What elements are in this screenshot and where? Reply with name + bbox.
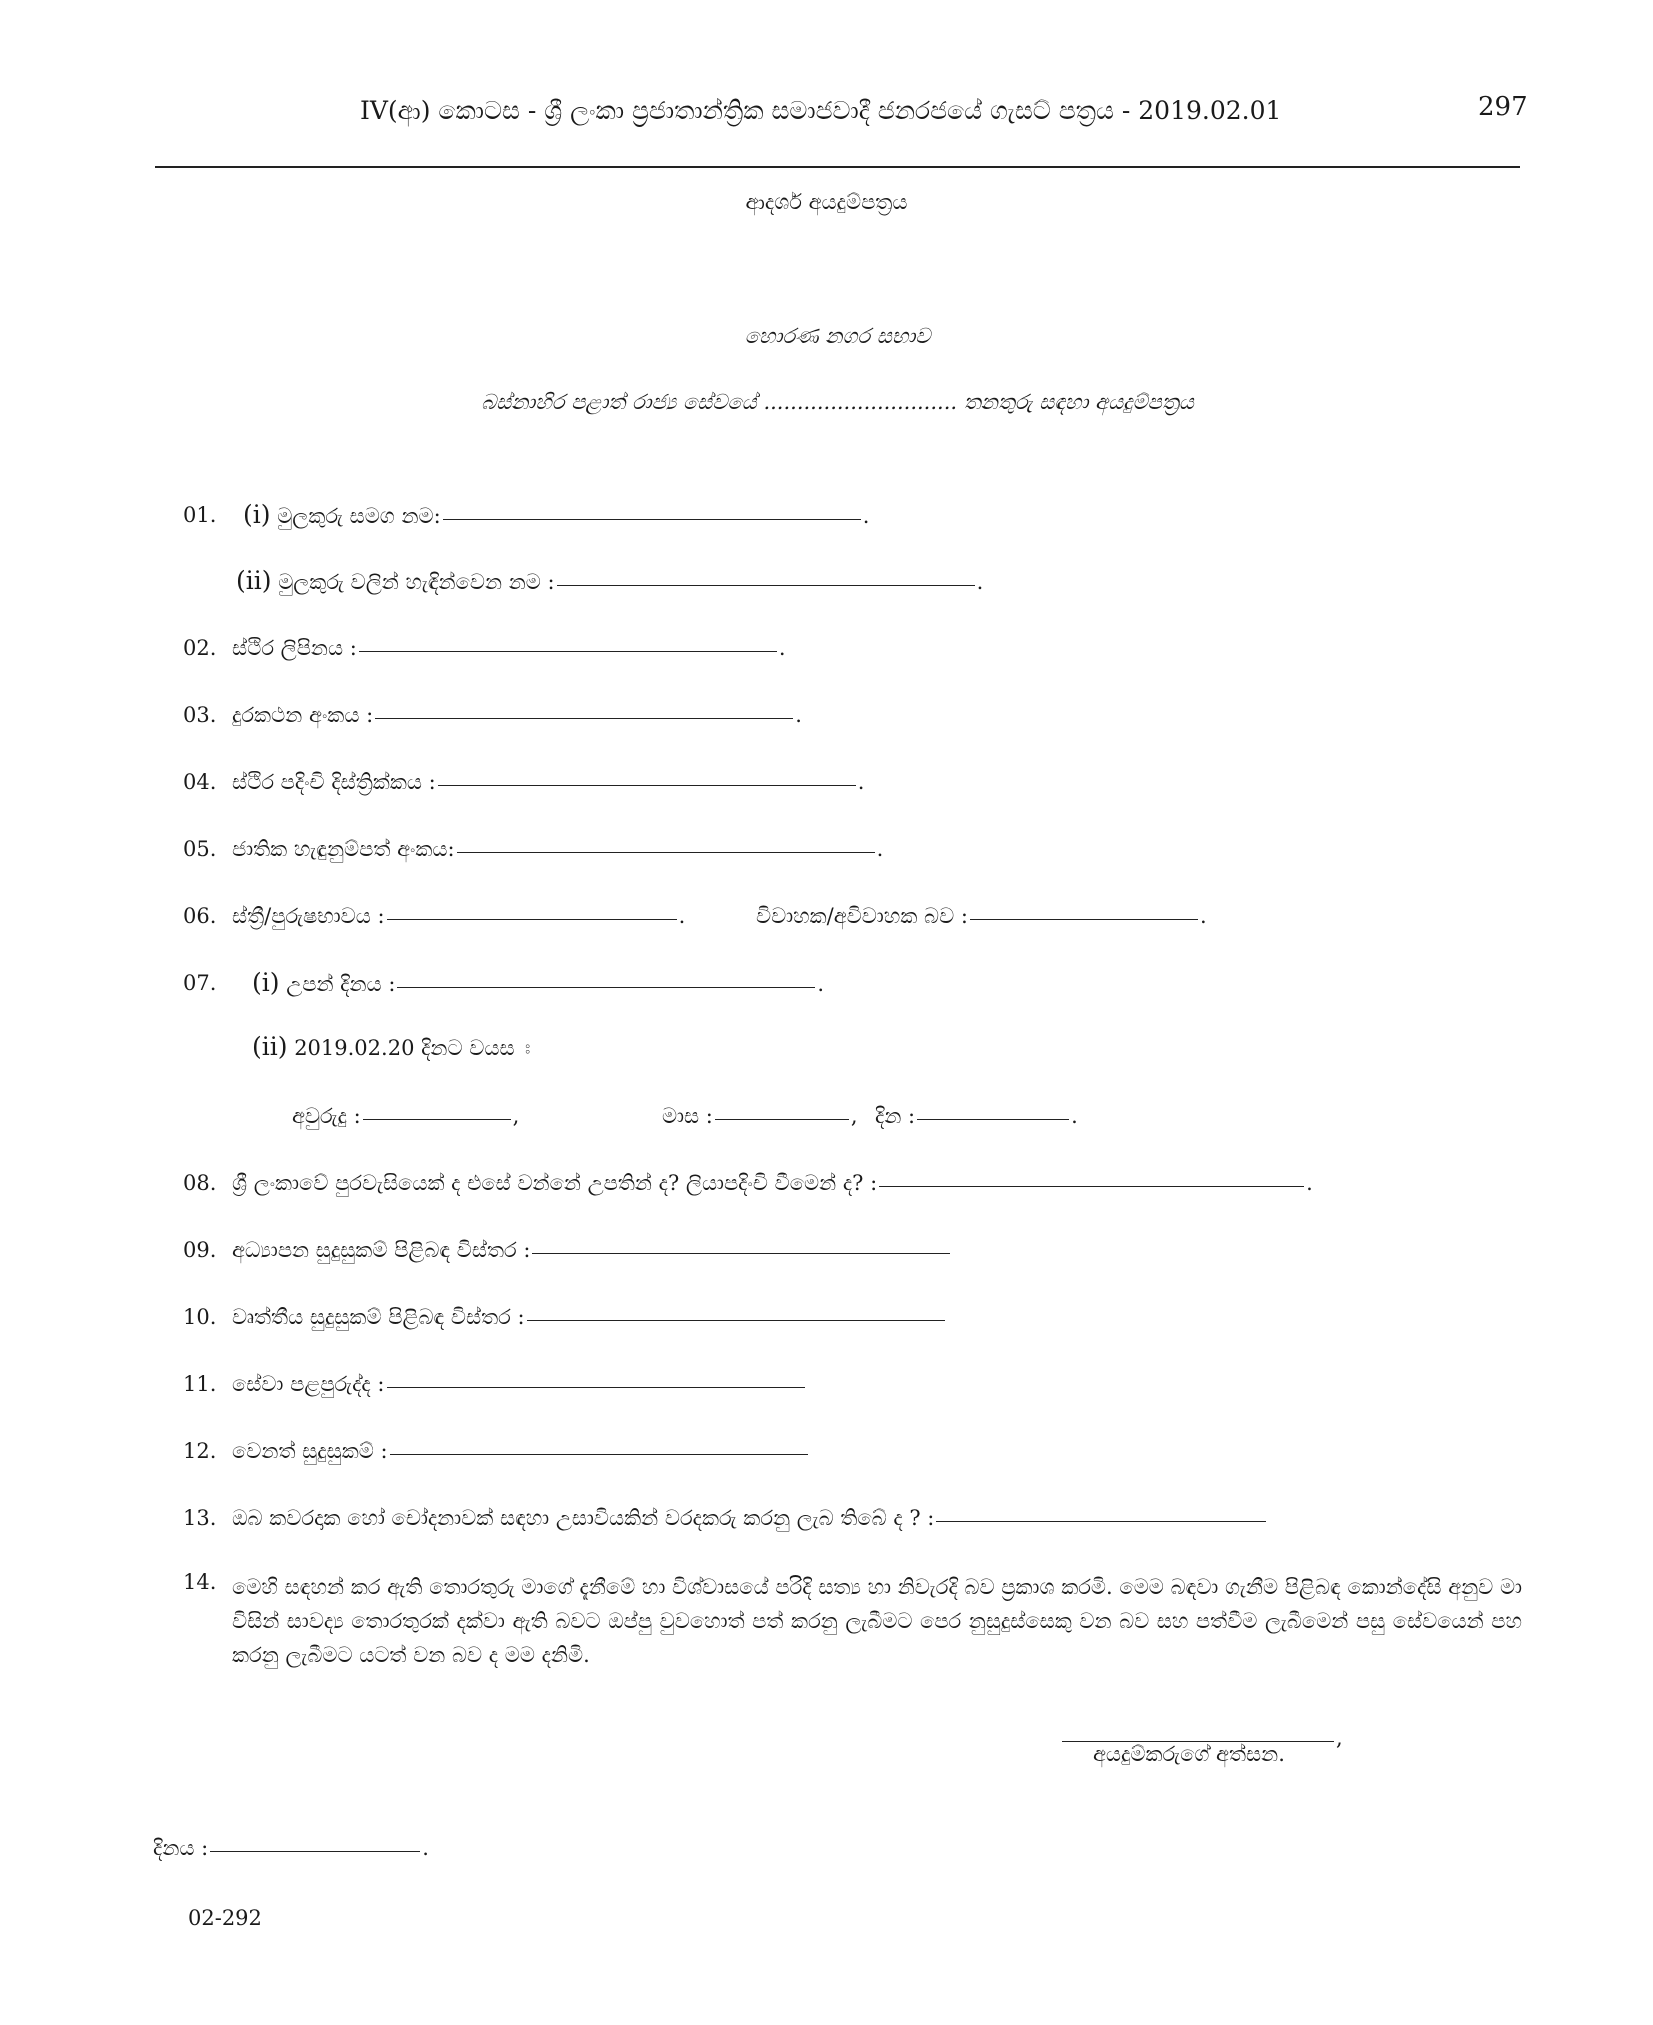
form-row-03 — [232, 703, 802, 728]
age-months-field[interactable] — [715, 1119, 849, 1120]
age-years-comma: , — [512, 1104, 520, 1128]
age-years-label: අවුරුදු : — [292, 1104, 361, 1128]
item-04-period: . — [857, 770, 865, 794]
citizenship-field[interactable] — [879, 1186, 1304, 1187]
item-05-period: . — [876, 837, 884, 861]
telephone-number-field[interactable] — [375, 718, 793, 719]
item-01-ii-roman: (ii) — [236, 566, 272, 595]
other-qualifications-field[interactable] — [390, 1454, 808, 1455]
item-07-roman: (i) — [252, 968, 280, 997]
item-07-ii-roman: (ii) — [252, 1032, 288, 1061]
signature-label: අයදුම්කරුගේ අත්සන. — [1093, 1742, 1285, 1766]
form-row-07-ii — [252, 1032, 530, 1061]
age-years-field[interactable] — [363, 1119, 511, 1120]
item-06-period2: . — [1199, 904, 1207, 928]
item-03-period: . — [795, 703, 802, 727]
form-row-06 — [232, 904, 685, 929]
permanent-address-field[interactable] — [359, 651, 777, 652]
item-02-number: 02. — [183, 636, 217, 660]
form-subtitle: බස්නාහිර පළාත් රාජ්‍ය සේවයේ ............................. තනතුරු සඳහා අයදුම්පත්‍රය — [481, 390, 1194, 414]
form-row-02 — [232, 636, 786, 661]
age-days-row — [875, 1104, 1078, 1129]
item-01-label: මුලකුරු සමග නම: — [277, 504, 441, 528]
item-05-label: ජාතික හැඳුනුම්පත් අංකය: — [232, 837, 455, 861]
date-of-birth-field[interactable] — [397, 987, 815, 988]
item-08-period: . — [1306, 1171, 1313, 1195]
age-days-label: දින : — [875, 1104, 916, 1128]
convictions-field[interactable] — [936, 1521, 1266, 1522]
notice-code: 02-292 — [188, 1906, 262, 1930]
item-11-label: සේවා පළපුරුද්ද : — [232, 1372, 385, 1396]
form-row-01-i — [243, 500, 869, 529]
declaration-paragraph: මෙහි සඳහන් කර ඇති තොරතුරු මාගේ දැනීමේ හා විශ්වාසයේ පරිදි සත්‍ය හා නිවැරදි බව ප්‍රකාශ කරමි. මෙම බඳවා ගැනීම පිළිබඳ කොන්දේසි අනුව මා විසින් සාවද්‍ය තොරතුරක් දක්වා ඇති බවට ඔප්පු වුවහොත් පත් කරනු ලැබීමට පෙර නුසුදුස්සෙකු වන බව සහ පත්වීම ලැබීමෙන් පසු සේවයෙන් පහ කරනු ලැබීමට යටත් වන බව ද මම දනිමි. — [232, 1575, 1522, 1667]
item-01-period: . — [862, 504, 870, 528]
item-14-number: 14. — [183, 1570, 217, 1594]
date-row — [153, 1836, 429, 1861]
item-07-number: 07. — [183, 971, 217, 995]
form-row-12 — [232, 1439, 810, 1464]
page-number: 297 — [1478, 92, 1528, 122]
item-03-label: දුරකථන අංකය : — [232, 703, 374, 727]
item-09-number: 09. — [183, 1238, 217, 1262]
form-row-04 — [232, 770, 864, 795]
age-months-label: මාස : — [662, 1104, 713, 1128]
date-period: . — [422, 1836, 429, 1860]
form-row-11 — [232, 1372, 807, 1397]
item-03-number: 03. — [183, 703, 217, 727]
item-06-number: 06. — [183, 904, 217, 928]
header-rule — [155, 166, 1520, 168]
item-02-label: ස්ථිර ලිපිනය : — [232, 636, 357, 660]
item-10-number: 10. — [183, 1305, 217, 1329]
item-02-period: . — [778, 636, 786, 660]
item-12-number: 12. — [183, 1439, 217, 1463]
item-07-label: උපන් දිනය : — [286, 972, 396, 996]
sex-field[interactable] — [387, 919, 677, 920]
item-01-ii-label: මුලකුරු වලින් හැඳින්වෙන නම : — [278, 570, 555, 594]
age-years-row — [292, 1104, 519, 1129]
item-06-label: ස්ත්‍රී/පුරුෂභාවය : — [232, 904, 385, 928]
item-06-period: . — [678, 904, 686, 928]
form-row-01-ii — [236, 566, 983, 595]
date-label: දිනය : — [153, 1836, 209, 1860]
form-heading: ආදර්ශ අයදුම්පත්‍රය — [745, 190, 908, 214]
item-01-number: 01. — [183, 503, 217, 527]
age-months-row — [662, 1104, 858, 1129]
signature-comma: , — [1336, 1726, 1343, 1750]
gazette-header-title: IV(ආ) කොටස - ශ්‍රී ලංකා ප්‍රජාතාන්ත්‍රික සමාජවාදී ජනරජයේ ගැසට් පත්‍රය - 2019.02.01 — [360, 96, 1282, 125]
age-months-comma: , — [850, 1104, 858, 1128]
date-field[interactable] — [210, 1851, 420, 1852]
item-13-label: ඔබ කවරදාක හෝ චෝදනාවක් සඳහා උසාවියකින් වරදකරු කරනු ලැබ තිබේ ද ? : — [232, 1506, 935, 1530]
item-05-number: 05. — [183, 837, 217, 861]
service-experience-field[interactable] — [387, 1387, 805, 1388]
council-name: හොරණ නගර සභාව — [744, 324, 931, 348]
item-04-number: 04. — [183, 770, 217, 794]
item-07-period: . — [817, 972, 825, 996]
educational-qualifications-field[interactable] — [532, 1253, 950, 1254]
form-row-06-civil-status — [756, 904, 1207, 929]
item-01-ii-period: . — [976, 570, 984, 594]
form-row-08 — [232, 1171, 1313, 1196]
item-01-roman: (i) — [243, 500, 271, 529]
item-04-label: ස්ථිර පදිංචි දිස්ත්‍රික්කය : — [232, 770, 436, 794]
form-row-07-i — [252, 968, 824, 997]
item-07-ii-label: 2019.02.20 දිනට වයස ඃ — [294, 1036, 531, 1060]
name-with-initials-field[interactable] — [443, 519, 861, 520]
item-11-number: 11. — [183, 1372, 217, 1396]
civil-status-field[interactable] — [970, 919, 1198, 920]
form-row-09 — [232, 1238, 952, 1263]
item-09-label: අධ්‍යාපන සුදුසුකම් පිළිබඳ විස්තර : — [232, 1238, 531, 1262]
age-days-field[interactable] — [917, 1119, 1069, 1120]
name-denoted-by-initials-field[interactable] — [557, 585, 975, 586]
item-08-label: ශ්‍රී ලංකාවේ පුරවැසියෙක් ද එසේ වන්නේ උපතින් ද? ලියාපදිංචි වීමෙන් ද? : — [232, 1171, 878, 1195]
form-row-10 — [232, 1305, 947, 1330]
item-08-number: 08. — [183, 1171, 217, 1195]
item-10-label: වෘත්තීය සුදුසුකම් පිළිබඳ විස්තර : — [232, 1305, 525, 1329]
item-06-label2: විවාහක/අවිවාහක බව : — [756, 904, 968, 928]
form-row-13 — [232, 1506, 1268, 1531]
age-days-period: . — [1071, 1104, 1078, 1128]
item-13-number: 13. — [183, 1506, 217, 1530]
nic-number-field[interactable] — [457, 852, 875, 853]
permanent-district-field[interactable] — [438, 785, 856, 786]
item-12-label: වෙනත් සුදුසුකම් : — [232, 1439, 388, 1463]
professional-qualifications-field[interactable] — [527, 1320, 945, 1321]
form-row-05 — [232, 837, 883, 862]
